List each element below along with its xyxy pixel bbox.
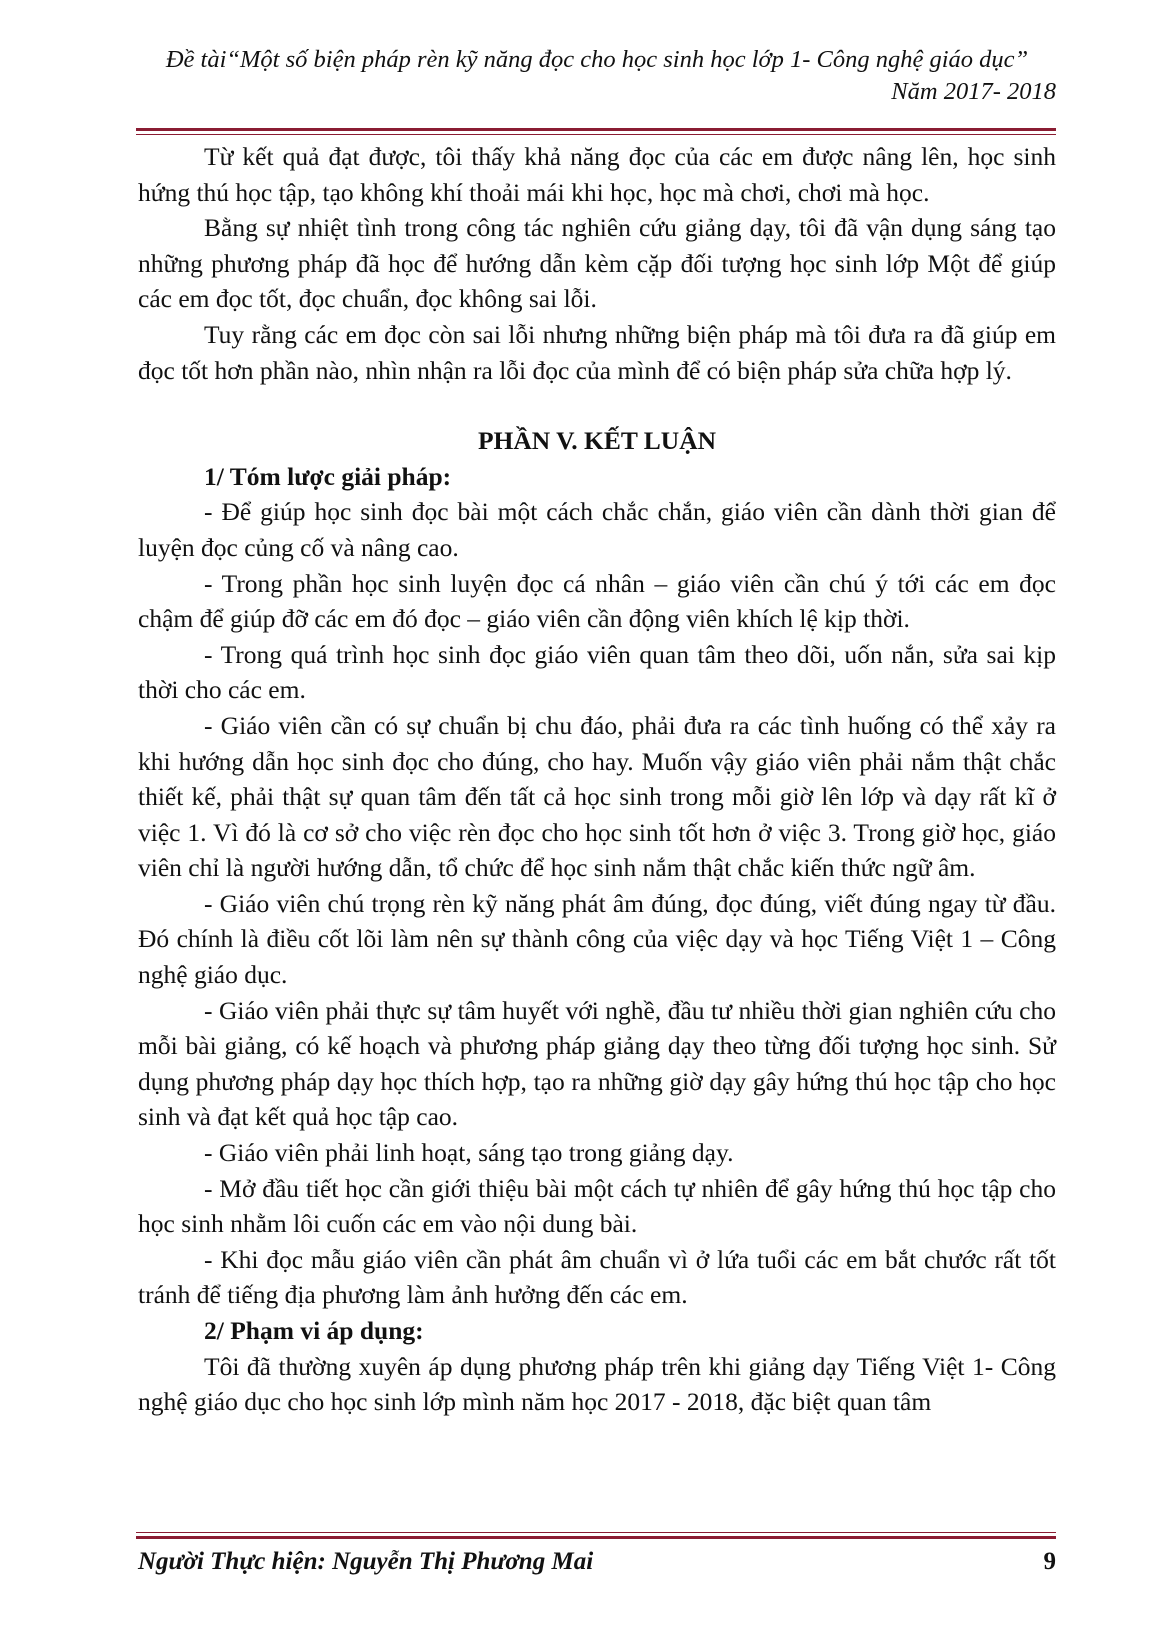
list-item: - Khi đọc mẫu giáo viên cần phát âm chuẩn vì ở lứa tuổi các em bắt chước rất tốt tránh để tiếng địa phương làm ảnh hưởng đến các em. bbox=[138, 1244, 1056, 1310]
list-item: - Để giúp học sinh đọc bài một cách chắc chắn, giáo viên cần dành thời gian để luyện đọc củng cố và nâng cao. bbox=[138, 497, 1056, 562]
header-rule-thick bbox=[136, 128, 1056, 131]
intro-paragraph: Bằng sự nhiệt tình trong công tác nghiên cứu giảng dạy, tôi đã vận dụng sáng tạo những phương pháp đã học để hướng dẫn kèm cặp đối tượng học sinh lớp Một để giúp các em đọc tốt, đọc chuẩn, đọc không sai lỗi. bbox=[138, 213, 1056, 314]
footer-rule-thick bbox=[136, 1536, 1056, 1539]
intro-paragraph: Tuy rằng các em đọc còn sai lỗi nhưng những biện pháp mà tôi đưa ra đã giúp em đọc tốt hơn phần nào, nhìn nhận ra lỗi đọc của mình để có biện pháp sửa chữa hợp lý. bbox=[138, 319, 1056, 385]
scope-paragraph: Tôi đã thường xuyên áp dụng phương pháp trên khi giảng dạy Tiếng Việt 1- Công nghệ giáo dục cho học sinh lớp mình năm học 2017 - 2018, đặc biệt quan tâm bbox=[138, 1351, 1056, 1417]
list-item: - Giáo viên phải thực sự tâm huyết với nghề, đầu tư nhiều thời gian nghiên cứu cho mỗi bài giảng, có kế hoạch và phương pháp giảng dạy theo từng đối tượng học sinh. Sử dụng phương pháp dạy học thích hợp, tạo ra những giờ dạy gây hứng thú học tập cho học sinh và đạt kết quả học tập cao. bbox=[138, 995, 1056, 1132]
section-gap bbox=[138, 388, 1056, 423]
list-item: - Giáo viên cần có sự chuẩn bị chu đáo, phải đưa ra các tình huống có thể xảy ra khi hướng dẫn học sinh đọc cho đúng, cho hay. Muốn vậy giáo viên phải nắm thật chắc thiết kế, phải thật sự quan tâm đến tất cả học sinh trong mỗi giờ lên lớp và dạy rất kĩ ở việc 1. Vì đó là cơ sở cho việc rèn đọc cho học sinh tốt hơn ở việc 3. Trong giờ học, giáo viên chỉ là người hướng dẫn, tổ chức để học sinh nắm thật chắc kiến thức ngữ âm. bbox=[138, 710, 1056, 883]
intro-paragraph: Từ kết quả đạt được, tôi thấy khả năng đọc của các em được nâng lên, học sinh hứng thú học tập, tạo không khí thoải mái khi học, học mà chơi, chơi mà học. bbox=[138, 142, 1056, 207]
list-item: - Trong quá trình học sinh đọc giáo viên quan tâm theo dõi, uốn nắn, sửa sai kịp thời cho các em. bbox=[138, 639, 1056, 705]
document-body bbox=[138, 139, 1056, 1420]
list-item: - Giáo viên phải linh hoạt, sáng tạo trong giảng dạy. bbox=[204, 1138, 734, 1168]
header-year: Năm 2017- 2018 bbox=[891, 78, 1056, 105]
subsection-title: 2/ Phạm vi áp dụng: bbox=[204, 1316, 424, 1345]
footer-author: Người Thực hiện: Nguyễn Thị Phương Mai bbox=[138, 1548, 594, 1575]
footer-rule-thin bbox=[136, 1532, 1056, 1533]
header-rule-thin bbox=[136, 134, 1056, 135]
list-item: - Giáo viên chú trọng rèn kỹ năng phát âm đúng, đọc đúng, viết đúng ngay từ đầu. Đó chính là điều cốt lõi làm nên sự thành công của việc dạy và học Tiếng Việt 1 – Công nghệ giáo dục. bbox=[138, 888, 1056, 990]
list-item: - Trong phần học sinh luyện đọc cá nhân – giáo viên cần chú ý tới các em đọc chậm để giúp đỡ các em đó đọc – giáo viên cần động viên khích lệ kịp thời. bbox=[138, 568, 1056, 634]
subsection-title: 1/ Tóm lược giải pháp: bbox=[204, 461, 452, 491]
page-number: 9 bbox=[1043, 1548, 1056, 1575]
list-item: - Mở đầu tiết học cần giới thiệu bài một cách tự nhiên để gây hứng thú học tập cho học sinh nhằm lôi cuốn các em vào nội dung bài. bbox=[138, 1173, 1056, 1239]
section-title: PHẦN V. KẾT LUẬN bbox=[477, 426, 717, 456]
header-title: Đề tài“Một số biện pháp rèn kỹ năng đọc cho học sinh học lớp 1- Công nghệ giáo dục” bbox=[165, 46, 1029, 73]
